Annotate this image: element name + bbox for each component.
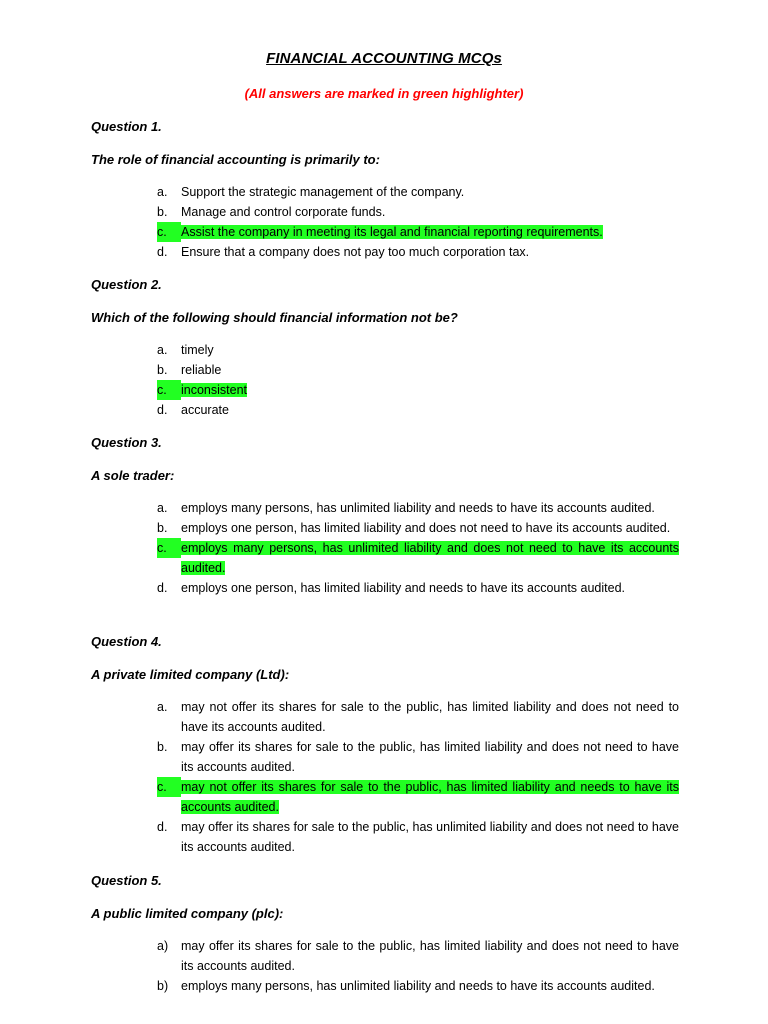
option-letter: b.	[157, 740, 168, 754]
question-2-heading: Question 2.	[91, 277, 162, 292]
option-letter: d.	[157, 245, 168, 259]
option-text: may offer its shares for sale to the public, has unlimited liability and does not need to have its accounts audited.	[181, 820, 679, 854]
option-text: may not offer its shares for sale to the public, has limited liability and does not need to have its accounts audited.	[181, 700, 679, 734]
option-letter: b.	[157, 205, 168, 219]
option-text-highlighted: Assist the company in meeting its legal and financial reporting requirements.	[181, 225, 603, 239]
question-4-option-b	[157, 737, 679, 777]
question-1-option-b	[157, 202, 679, 222]
option-text: may offer its shares for sale to the public, has limited liability and does not need to have its accounts audited.	[181, 740, 679, 774]
question-1-option-c-answer	[157, 222, 679, 242]
option-text-highlighted: employs many persons, has unlimited liability and does not need to have its accounts audited.	[181, 541, 679, 575]
option-letter: d.	[157, 820, 168, 834]
option-letter: a.	[157, 700, 168, 714]
option-letter: c.	[157, 222, 181, 242]
option-letter: d.	[157, 581, 168, 595]
question-3-option-d	[157, 578, 679, 598]
option-text: reliable	[181, 363, 222, 377]
option-letter: b.	[157, 521, 168, 535]
question-3-option-a	[157, 498, 679, 518]
question-1-option-d	[157, 242, 679, 262]
option-letter: c.	[157, 538, 181, 558]
question-2-text: Which of the following should financial information not be?	[91, 310, 458, 325]
question-2-option-d	[157, 400, 679, 420]
question-4-text: A private limited company (Ltd):	[91, 667, 290, 682]
question-2-option-c-answer	[157, 380, 679, 400]
document-title: FINANCIAL ACCOUNTING MCQs	[266, 50, 502, 67]
question-4-option-d	[157, 817, 679, 857]
question-1-text: The role of financial accounting is primarily to:	[91, 152, 380, 167]
option-text: may offer its shares for sale to the public, has limited liability and does not need to have its accounts audited.	[181, 939, 679, 973]
option-letter: a.	[157, 501, 168, 515]
question-5-option-a	[157, 936, 679, 976]
option-text: employs many persons, has unlimited liability and needs to have its accounts audited.	[181, 979, 655, 993]
option-letter: d.	[157, 403, 168, 417]
question-4-heading: Question 4.	[91, 634, 162, 649]
question-1-options	[157, 182, 679, 262]
question-5-option-b	[157, 976, 679, 996]
option-text: employs many persons, has unlimited liability and needs to have its accounts audited.	[181, 501, 655, 515]
option-letter: b)	[157, 979, 169, 993]
option-text: employs one person, has limited liability and does not need to have its accounts audited.	[181, 521, 671, 535]
question-2-options	[157, 340, 679, 420]
question-4-option-c-answer	[157, 777, 679, 817]
question-2-option-a	[157, 340, 679, 360]
question-1-option-a	[157, 182, 679, 202]
option-text: Ensure that a company does not pay too much corporation tax.	[181, 245, 530, 259]
option-letter: b.	[157, 363, 168, 377]
option-text-highlighted: may not offer its shares for sale to the public, has limited liability and needs to have its accounts audited.	[181, 780, 679, 814]
question-3-options	[157, 498, 679, 598]
question-5-heading: Question 5.	[91, 873, 162, 888]
option-text: employs one person, has limited liability and needs to have its accounts audited.	[181, 581, 626, 595]
option-letter: a.	[157, 343, 168, 357]
option-letter: a.	[157, 185, 168, 199]
question-2-option-b	[157, 360, 679, 380]
question-3-text: A sole trader:	[91, 468, 175, 483]
option-letter: c.	[157, 380, 181, 400]
question-3-option-b	[157, 518, 679, 538]
question-3-option-c-answer	[157, 538, 679, 578]
option-text: timely	[181, 343, 214, 357]
question-5-text: A public limited company (plc):	[91, 906, 284, 921]
question-5-options	[157, 936, 679, 996]
option-text: accurate	[181, 403, 229, 417]
question-4-options	[157, 697, 679, 857]
option-text: Support the strategic management of the company.	[181, 185, 465, 199]
option-letter: c.	[157, 777, 181, 797]
option-letter: a)	[157, 939, 169, 953]
question-1-heading: Question 1.	[91, 119, 162, 134]
option-text: Manage and control corporate funds.	[181, 205, 386, 219]
option-text-highlighted: inconsistent	[181, 383, 248, 397]
question-4-option-a	[157, 697, 679, 737]
question-3-heading: Question 3.	[91, 435, 162, 450]
document-subtitle: (All answers are marked in green highlighter)	[244, 86, 524, 101]
